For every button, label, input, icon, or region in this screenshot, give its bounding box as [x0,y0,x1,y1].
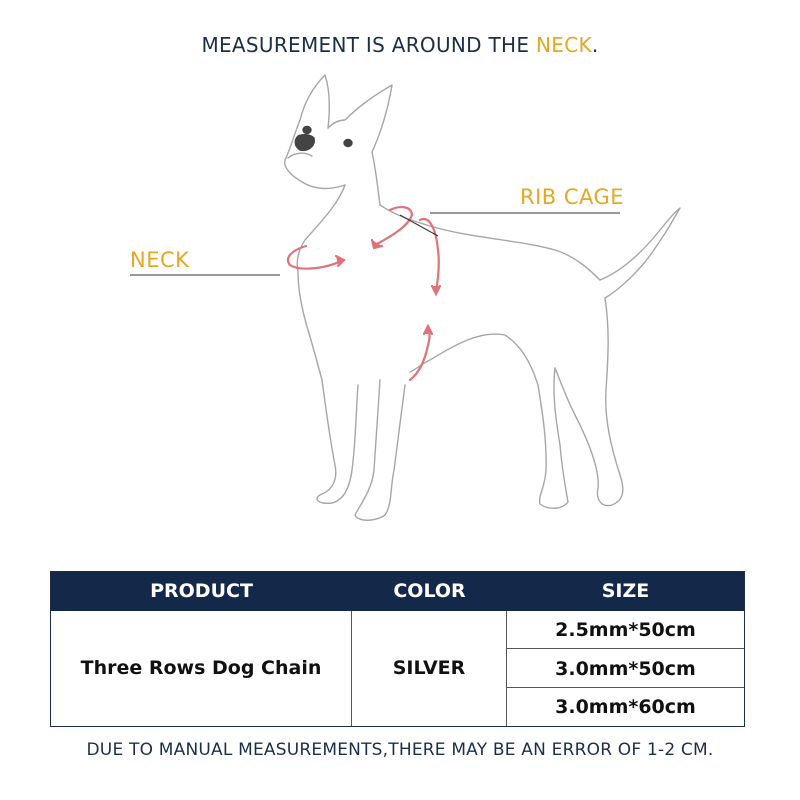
neck-label: NECK [130,248,190,272]
dog-illustration [0,60,800,560]
dog-sketch-icon [0,60,800,560]
header-size: SIZE [601,580,650,602]
cell-size: 2.5mm*50cm [507,611,744,649]
rib-cage-label: RIB CAGE [520,185,625,209]
header-color: COLOR [393,580,466,602]
title-suffix: . [591,33,599,57]
cell-size: 3.0mm*60cm [555,696,696,718]
page-title [0,33,800,57]
header-product: PRODUCT [150,580,253,602]
cell-product: Three Rows Dog Chain [51,611,352,726]
size-table [50,571,745,727]
cell-size: 3.0mm*50cm [507,650,744,688]
table-header [51,572,744,611]
footer-note: DUE TO MANUAL MEASUREMENTS,THERE MAY BE AN ERROR OF 1-2 CM. [86,740,714,760]
title-highlight: NECK [536,33,592,57]
cell-color: SILVER [352,611,507,726]
title-prefix: MEASUREMENT IS AROUND THE [201,33,536,57]
